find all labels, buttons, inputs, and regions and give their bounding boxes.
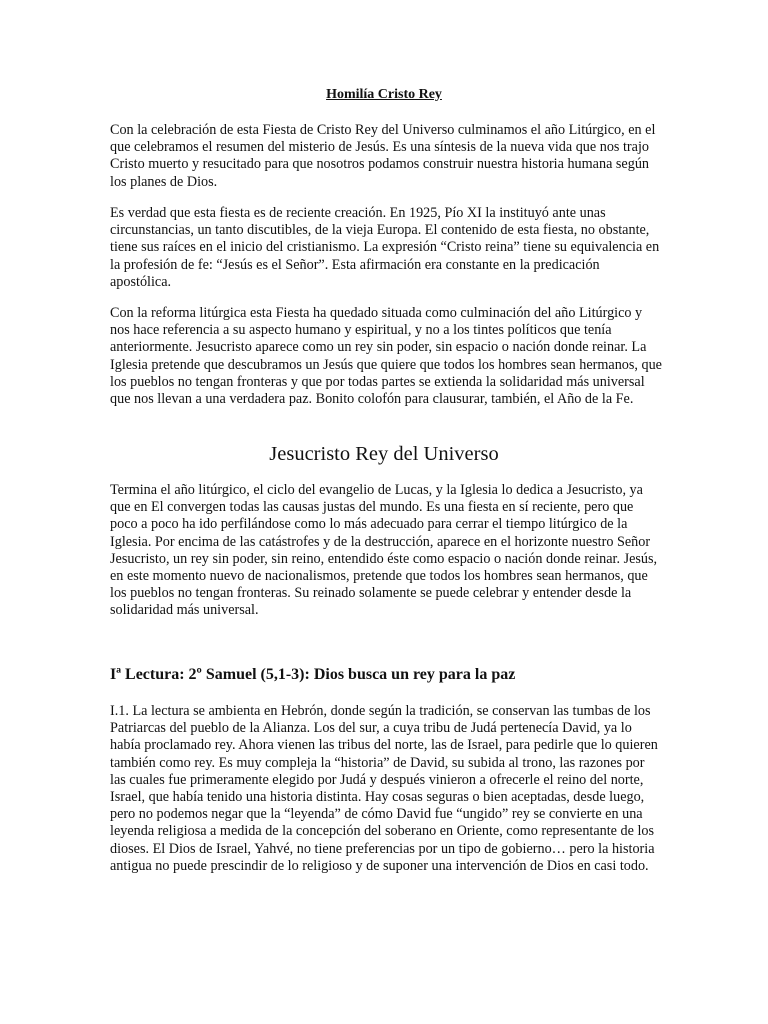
intro-paragraph-2: Es verdad que esta fiesta es de reciente creación. En 1925, Pío XI la instituyó ante unas circunstancias, un tanto discutibles, de la vieja Europa. El contenido de esta fiesta, no obstante, tiene sus raíces en el inicio del cristianismo. La expresión “Cristo reina” tiene su equivalencia en la profesión de fe: “Jesús es el Señor”. Esta afirmación era constante en la predicación apostólica. <box>110 205 660 290</box>
intro-paragraph-3: Con la reforma litúrgica esta Fiesta ha quedado situada como culminación del año Litúrgico y nos hace referencia a su aspecto humano y espiritual, y no a los tintes políticos que tenía anteriormente. Jesucristo aparece como un rey sin poder, sin espacio o nación donde reinar. La Iglesia pretende que descubramos un Jesús que quiere que todos los hombres sean hermanos, que los pueblos no tengan fronteras y que por todas partes se extienda la solidaridad más universal que nos llevan a una verdadera paz. Bonito colofón para clausurar, también, el Año de la Fe. <box>110 305 662 408</box>
reading-title: Iª Lectura: 2º Samuel (5,1-3): Dios busca un rey para la paz <box>110 666 516 683</box>
reading-paragraph: I.1. La lectura se ambienta en Hebrón, donde según la tradición, se conservan las tumbas de los Patriarcas del pueblo de la Alianza. Los del sur, a cuya tribu de Judá pertenecía David, ya lo había proclamado rey. Ahora vienen las tribus del norte, las de Israel, para pedirle que lo quieren también como rey. Es muy compleja la “historia” de David, su subida al trono, las razones por las cuales fue primeramente elegido por Judá y después vinieron a ofrecerle el reino del norte, Israel, que había tenido una historia distinta. Hay cosas seguras o bien aceptadas, desde luego, pero no podemos negar que la “leyenda” de cómo David fue “ungido” rey se convierte en una leyenda religiosa a medida de la concepción del soberano en Oriente, como representante de los dioses. El Dios de Israel, Yahvé, no tiene preferencias por un tipo de gobierno… pero la historia antigua no puede prescindir de lo religioso y de suponer una intervención de Dios en casi todo. <box>110 703 658 874</box>
section-title: Jesucristo Rey del Universo <box>269 443 499 465</box>
intro-paragraph-1: Con la celebración de esta Fiesta de Cristo Rey del Universo culminamos el año Litúrgico, en el que celebramos el resumen del misterio de Jesús. Es una síntesis de la nueva vida que nos trajo Cristo muerto y resucitado para que nosotros podamos construir nuestra historia humana según los planes de Dios. <box>110 122 656 190</box>
document-title: Homilía Cristo Rey <box>326 87 442 102</box>
section-paragraph: Termina el año litúrgico, el ciclo del evangelio de Lucas, y la Iglesia lo dedica a Jesucristo, ya que en El convergen todas las causas justas del mundo. Es una fiesta en sí reciente, pero que poco a poco ha ido perfilándose como lo más adecuado para cerrar el tiempo litúrgico de la Iglesia. Por encima de las catástrofes y de la destrucción, aparece en el horizonte nuestro Señor Jesucristo, un rey sin poder, sin reino, entendido éste como espacio o nación donde reinar. Jesús, en este momento nuevo de nacionalismos, pretende que todos los hombres sean hermanos, que los pueblos no tengan fronteras. Su reinado solamente se puede celebrar y entender desde la solidaridad más universal. <box>110 482 658 619</box>
